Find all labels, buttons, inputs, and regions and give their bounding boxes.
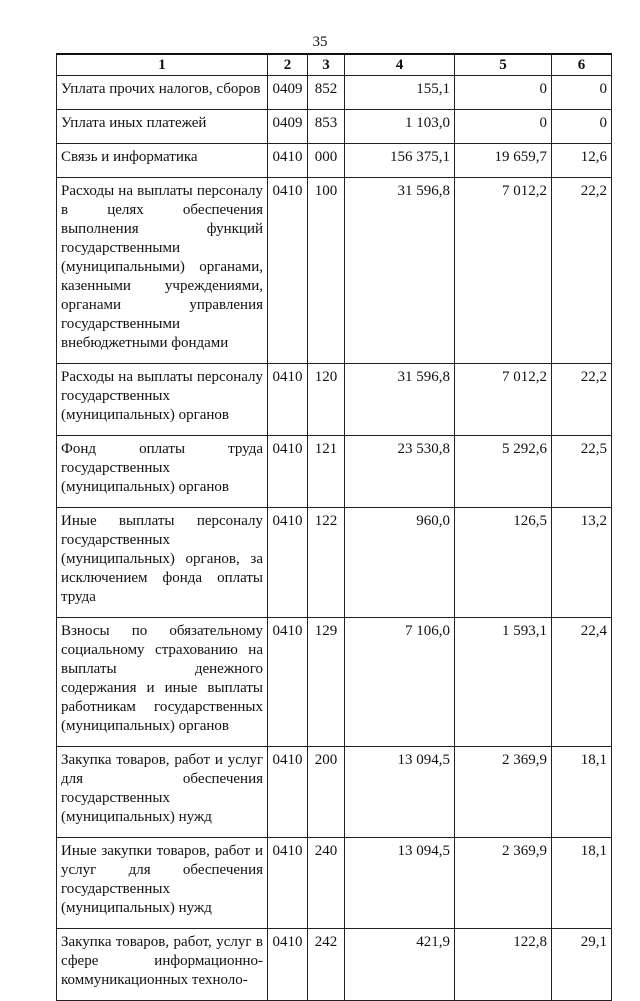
header-row [57, 54, 612, 76]
row-percent-value: 13,2 [552, 508, 612, 618]
row-section-code: 0410 [268, 178, 308, 364]
row-name: Закупка товаров, работ, услуг в сфере информационно-коммуникационных техноло- [57, 929, 268, 1001]
table-row [57, 144, 612, 178]
row-percent-value: 22,2 [552, 178, 612, 364]
row-percent-value: 0 [552, 76, 612, 110]
row-name: Взносы по обязательному социальному страхованию на выплаты денежного содержания и иные выплаты работникам государственных (муниципальных) органов [57, 618, 268, 747]
row-percent-value: 12,6 [552, 144, 612, 178]
row-plan-value: 1 103,0 [345, 110, 455, 144]
row-percent-value: 22,5 [552, 436, 612, 508]
row-section-code: 0410 [268, 838, 308, 929]
table-row [57, 508, 612, 618]
row-expense-type: 852 [308, 76, 345, 110]
budget-table [56, 53, 612, 1001]
table-body [57, 76, 612, 1001]
table-row [57, 76, 612, 110]
table-row [57, 747, 612, 838]
row-plan-value: 13 094,5 [345, 838, 455, 929]
page-number: 35 [312, 34, 328, 50]
header-col-6: 6 [552, 54, 612, 76]
row-section-code: 0410 [268, 436, 308, 508]
table-row [57, 110, 612, 144]
row-expense-type: 100 [308, 178, 345, 364]
row-section-code: 0410 [268, 144, 308, 178]
row-expense-type: 240 [308, 838, 345, 929]
row-actual-value: 7 012,2 [455, 178, 552, 364]
row-percent-value: 18,1 [552, 838, 612, 929]
row-name: Расходы на выплаты персоналу в целях обеспечения выполнения функций государственными (муниципальными) органами, казенными учреждениями, органами управления государственными внебюджетными фондами [57, 178, 268, 364]
header-col-5: 5 [455, 54, 552, 76]
row-name: Закупка товаров, работ и услуг для обеспечения государственных (муниципальных) нужд [57, 747, 268, 838]
row-actual-value: 122,8 [455, 929, 552, 1001]
row-section-code: 0409 [268, 76, 308, 110]
row-percent-value: 18,1 [552, 747, 612, 838]
row-expense-type: 121 [308, 436, 345, 508]
row-plan-value: 156 375,1 [345, 144, 455, 178]
header-col-1: 1 [57, 54, 268, 76]
table-row [57, 364, 612, 436]
row-name: Фонд оплаты труда государственных (муниципальных) органов [57, 436, 268, 508]
row-plan-value: 421,9 [345, 929, 455, 1001]
row-actual-value: 126,5 [455, 508, 552, 618]
row-actual-value: 1 593,1 [455, 618, 552, 747]
row-plan-value: 31 596,8 [345, 364, 455, 436]
row-name: Иные закупки товаров, работ и услуг для обеспечения государственных (муниципальных) нужд [57, 838, 268, 929]
row-section-code: 0410 [268, 618, 308, 747]
row-expense-type: 242 [308, 929, 345, 1001]
row-name: Уплата прочих налогов, сборов [57, 76, 268, 110]
table-row [57, 618, 612, 747]
table-row [57, 436, 612, 508]
row-section-code: 0410 [268, 929, 308, 1001]
row-section-code: 0410 [268, 508, 308, 618]
row-actual-value: 7 012,2 [455, 364, 552, 436]
row-actual-value: 5 292,6 [455, 436, 552, 508]
table-row [57, 929, 612, 1001]
table-row [57, 178, 612, 364]
row-name: Иные выплаты персоналу государственных (муниципальных) органов, за исключением фонда оплаты труда [57, 508, 268, 618]
row-expense-type: 122 [308, 508, 345, 618]
row-name: Расходы на выплаты персоналу государственных (муниципальных) органов [57, 364, 268, 436]
row-expense-type: 129 [308, 618, 345, 747]
table-header [57, 54, 612, 76]
row-actual-value: 2 369,9 [455, 838, 552, 929]
row-name: Связь и информатика [57, 144, 268, 178]
row-actual-value: 19 659,7 [455, 144, 552, 178]
table-row [57, 838, 612, 929]
header-col-2: 2 [268, 54, 308, 76]
row-percent-value: 22,4 [552, 618, 612, 747]
row-percent-value: 22,2 [552, 364, 612, 436]
row-plan-value: 7 106,0 [345, 618, 455, 747]
row-name: Уплата иных платежей [57, 110, 268, 144]
header-col-3: 3 [308, 54, 345, 76]
row-plan-value: 960,0 [345, 508, 455, 618]
row-plan-value: 13 094,5 [345, 747, 455, 838]
row-actual-value: 0 [455, 110, 552, 144]
row-plan-value: 23 530,8 [345, 436, 455, 508]
header-col-4: 4 [345, 54, 455, 76]
row-actual-value: 0 [455, 76, 552, 110]
row-percent-value: 0 [552, 110, 612, 144]
row-section-code: 0410 [268, 364, 308, 436]
row-expense-type: 200 [308, 747, 345, 838]
row-section-code: 0410 [268, 747, 308, 838]
row-percent-value: 29,1 [552, 929, 612, 1001]
row-section-code: 0409 [268, 110, 308, 144]
row-plan-value: 155,1 [345, 76, 455, 110]
row-expense-type: 000 [308, 144, 345, 178]
row-expense-type: 853 [308, 110, 345, 144]
row-expense-type: 120 [308, 364, 345, 436]
row-actual-value: 2 369,9 [455, 747, 552, 838]
row-plan-value: 31 596,8 [345, 178, 455, 364]
